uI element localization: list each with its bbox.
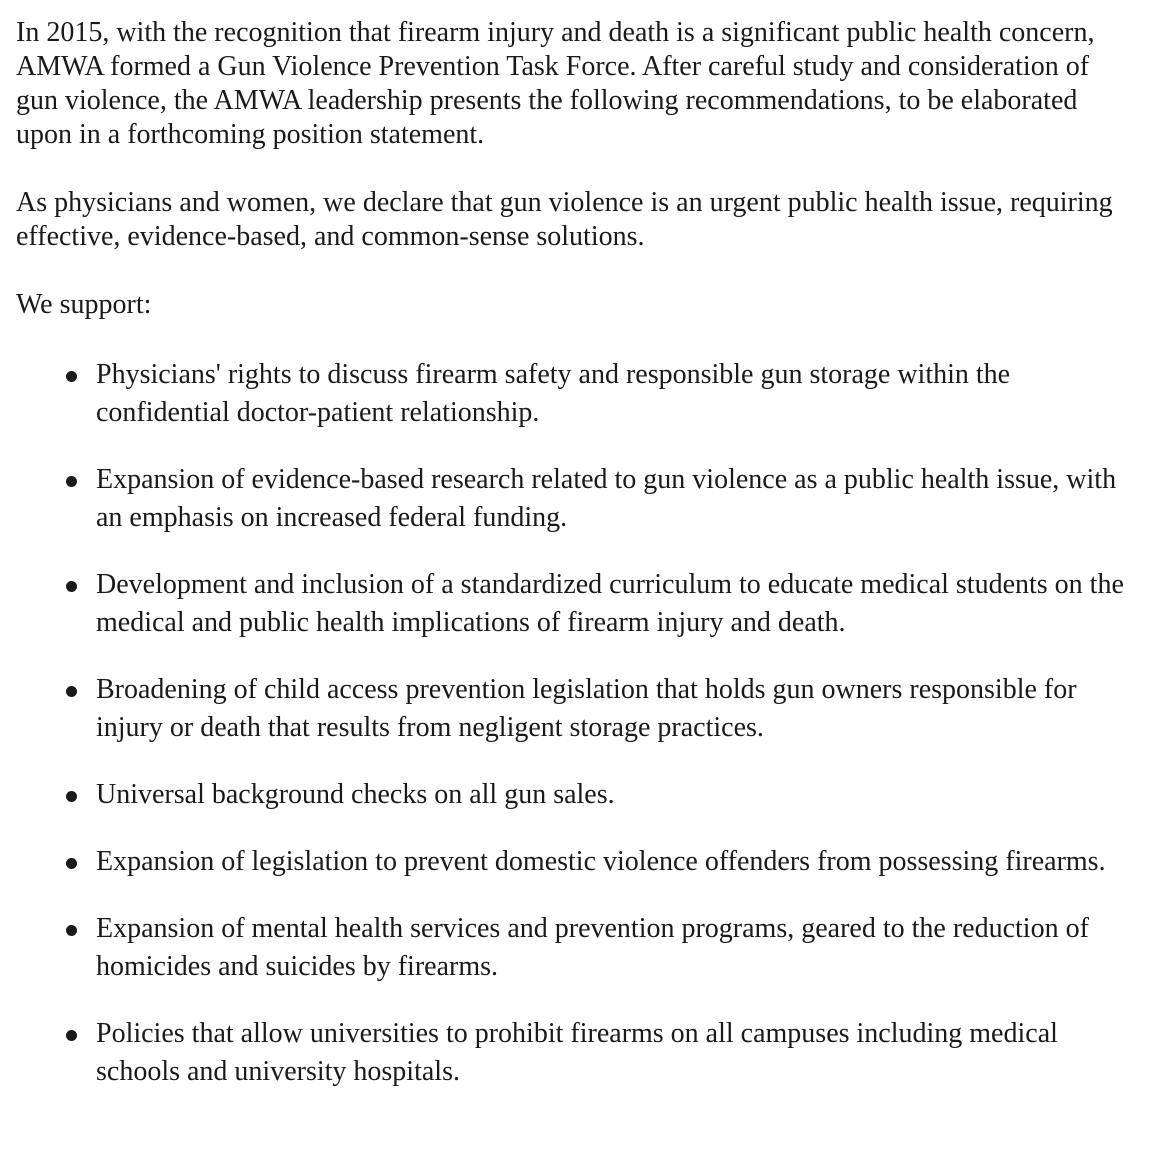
bullet-icon (66, 1030, 77, 1041)
bullet-icon (66, 925, 77, 936)
bullet-icon (66, 371, 77, 382)
list-item-text: Universal background checks on all gun sales. (96, 779, 615, 810)
list-item (96, 843, 1138, 881)
list-item (96, 356, 1138, 432)
list-item (96, 671, 1138, 747)
bullet-icon (66, 858, 77, 869)
list-item (96, 910, 1138, 986)
bullet-icon (66, 476, 77, 487)
declaration-paragraph: As physicians and women, we declare that gun violence is an urgent public health issue, requiring effective, evidence-based, and common-sense solutions. (16, 187, 1113, 252)
list-item-text: Physicians' rights to discuss firearm safety and responsible gun storage within the confidential doctor-patient relationship. (96, 359, 1011, 428)
list-item (96, 461, 1138, 537)
list-item (96, 566, 1138, 642)
support-heading: We support: (16, 289, 152, 320)
intro-paragraph: In 2015, with the recognition that firearm injury and death is a significant public health concern, AMWA formed a Gun Violence Prevention Task Force. After careful study and consideration of gun violence, the AMWA leadership presents the following recommendations, to be elaborated upon in a forthcoming position statement. (16, 17, 1095, 150)
list-item (96, 1015, 1138, 1091)
list-item-text: Development and inclusion of a standardized curriculum to educate medical students on the medical and public health implications of firearm injury and death. (96, 569, 1124, 638)
list-item-text: Expansion of legislation to prevent domestic violence offenders from possessing firearms. (96, 846, 1106, 877)
list-item-text: Broadening of child access prevention legislation that holds gun owners responsible for injury or death that results from negligent storage practices. (96, 674, 1077, 743)
bullet-icon (66, 581, 77, 592)
bullet-icon (66, 791, 77, 802)
list-item-text: Expansion of mental health services and prevention programs, geared to the reduction of homicides and suicides by firearms. (96, 913, 1089, 982)
bullet-icon (66, 686, 77, 697)
list-item-text: Policies that allow universities to prohibit firearms on all campuses including medical schools and university hospitals. (96, 1018, 1058, 1087)
list-item-text: Expansion of evidence-based research related to gun violence as a public health issue, with an emphasis on increased federal funding. (96, 464, 1117, 533)
recommendations-list (16, 356, 1138, 1091)
list-item (96, 776, 1138, 814)
